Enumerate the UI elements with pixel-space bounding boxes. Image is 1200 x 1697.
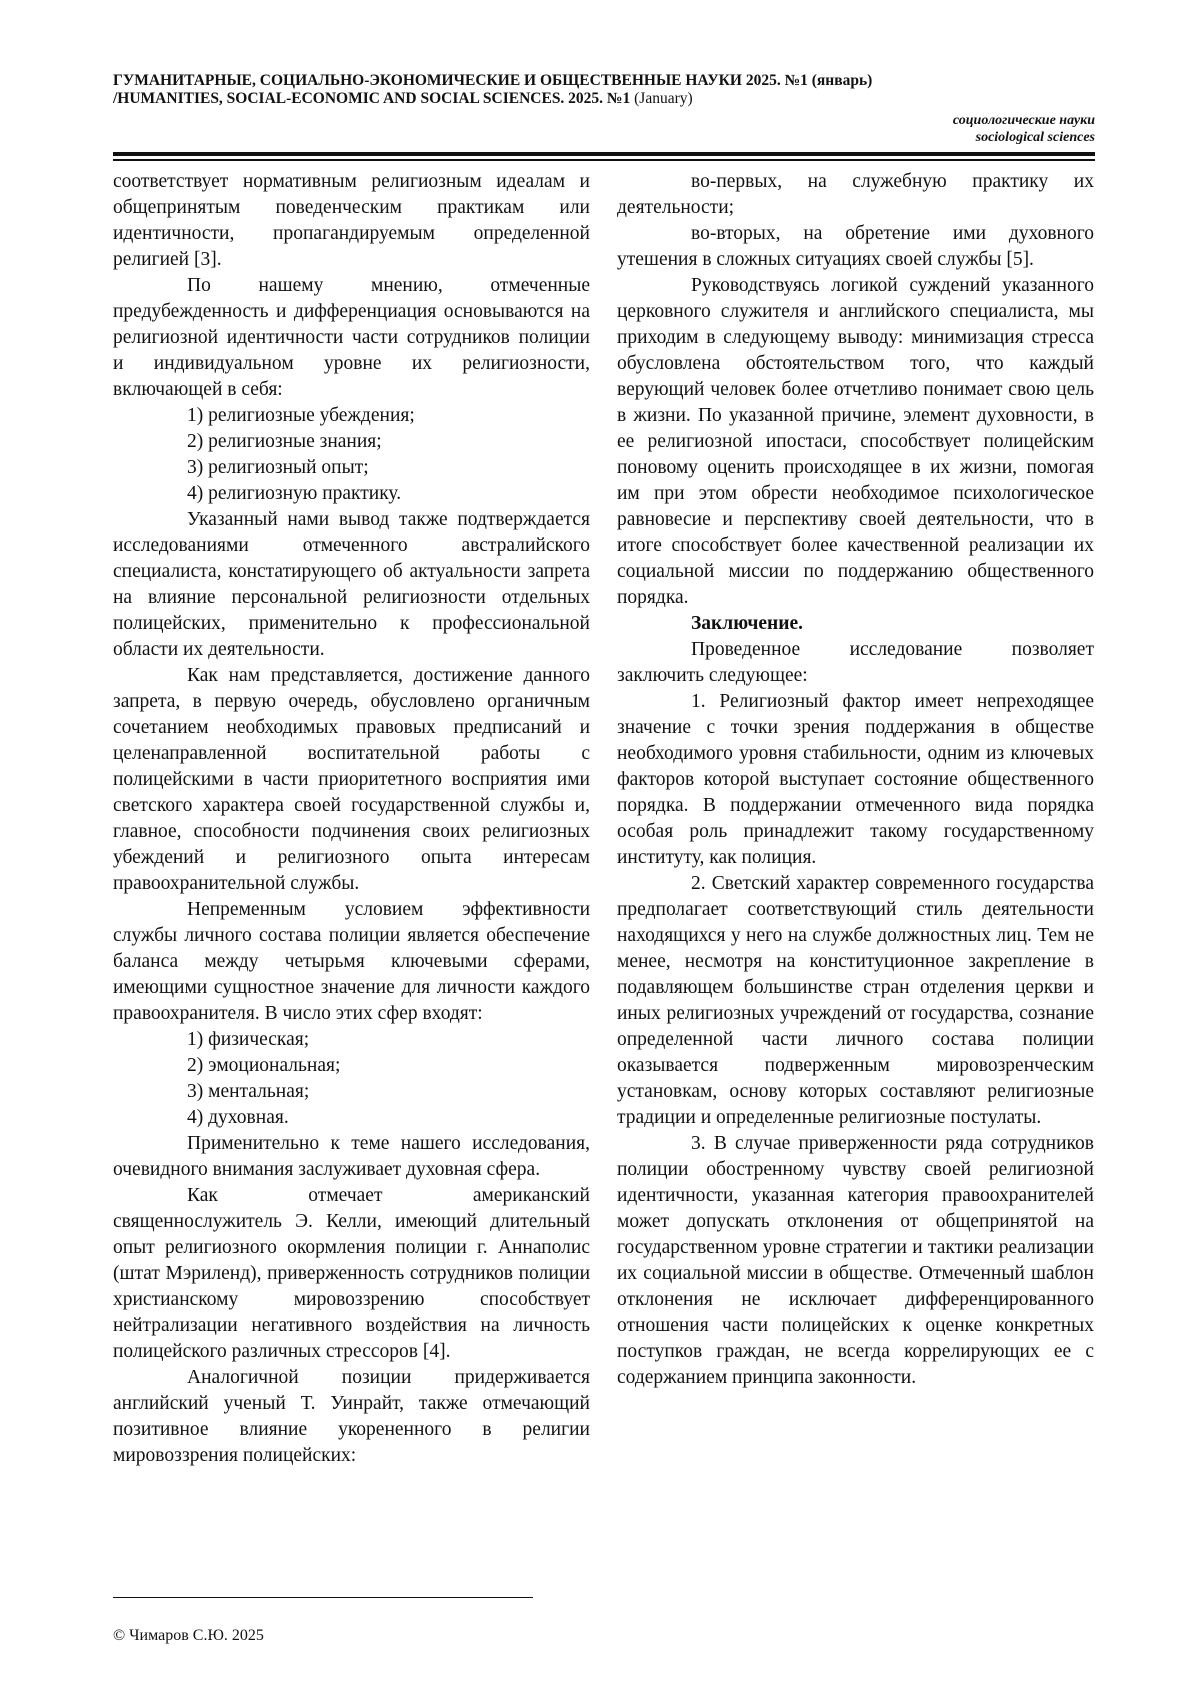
header-rule-thin: [113, 159, 1095, 161]
paragraph: Как нам представляется, достижение данного запрета, в первую очередь, обусловлено органичным сочетанием необходимых правовых предписаний и целенаправленной воспитательной работы с полицейскими в части приоритетного восприятия ими светского характера своей государственной службы и, главное, способности подчинения своих религиозных убеждений и религиозного опыта интересам правоохранительной службы.: [113, 665, 590, 894]
paragraph: Руководствуясь логикой суждений указанного церковного служителя и английского специалиста, мы приходим в следующему выводу: минимизация стресса обусловлена обстоятельством того, что каждый верующий человек более отчетливо понимает свою цель в жизни. По указанной причине, элемент духовности, в ее религиозной ипостаси, способствует полицейским поновому оценить происходящее в их жизни, помогая им при этом обрести необходимое психологическое равновесие и перспективу своей деятельности, что в итоге способствует более качественной реализации их социальной миссии по поддержанию общественного порядка.: [617, 275, 1094, 608]
paragraph: Применительно к теме нашего исследования, очевидного внимания заслуживает духовная сфера.: [113, 1133, 590, 1180]
paragraph: Указанный нами вывод также подтверждается исследованиями отмеченного австралийского специалиста, констатирующего об актуальности запрета на влияние персональной религиозности отдельных полицейских, применительно к профессиональной области их деятельности.: [113, 509, 590, 660]
list-item: 1) религиозные убеждения;: [187, 405, 415, 426]
paragraph: Непременным условием эффективности службы личного состава полиции является обеспечение баланса между четырьмя ключевыми сферами, имеющими сущностное значение для личности каждого правоохранителя. В число этих сфер входят:: [113, 899, 590, 1024]
left-column: [113, 169, 590, 1469]
paragraph: Проведенное исследование позволяет заключить следующее:: [617, 639, 1094, 686]
paragraph: Как отмечает американский священнослужитель Э. Келли, имеющий длительный опыт религиозного окормления полиции г. Аннаполис (штат Мэриленд), приверженность сотрудников полиции христианскому мировоззрению способствует нейтрализации негативного воздействия на личность полицейского различных стрессоров [4].: [113, 1185, 590, 1362]
section-label: [953, 112, 1095, 146]
journal-header: [113, 72, 1093, 108]
conclusion-point: 3. В случае приверженности ряда сотрудников полиции обостренному чувству своей религиозной идентичности, указанная категория правоохранителей может допускать отклонения от общепринятой на государственном уровне стратегии и тактики реализации их социальной миссии в обществе. Отмеченный шаблон отклонения не исключает дифференцированного отношения части полицейских к оценке конкретных поступков граждан, не всегда коррелирующих ее с содержанием принципа законности.: [617, 1133, 1094, 1388]
conclusion-heading: Заключение.: [691, 613, 804, 634]
list-item: 2) эмоциональная;: [187, 1055, 341, 1076]
paragraph: соответствует нормативным религиозным идеалам и общепринятым поведенческим практикам или идентичности, пропагандируемым определенной религией [3].: [113, 171, 590, 270]
paragraph: во-первых, на служебную практику их деятельности;: [617, 171, 1094, 218]
list-item: 4) духовная.: [187, 1107, 289, 1128]
conclusion-point: 2. Светский характер современного государства предполагает соответствующий стиль деятельности находящихся у него на службе должностных лиц. Тем не менее, несмотря на конституционное закрепление в подавляющем большинстве стран отделения церкви и иных религиозных учреждений от государства, сознание определенной части личного состава полиции оказывается подверженным мировозренческим установкам, основу которых составляют религиозные традиции и определенные религиозные постулаты.: [617, 873, 1094, 1128]
paragraph: во-вторых, на обретение ими духовного утешения в сложных ситуациях своей службы [5].: [617, 223, 1094, 270]
journal-title-en: [113, 90, 1093, 108]
paragraph: Аналогичной позиции придерживается английский ученый Т. Уинрайт, также отмечающий позитивное влияние укорененного в религии мировоззрения полицейских:: [113, 1367, 590, 1466]
section-label-ru: социологические науки: [952, 113, 1095, 128]
paragraph: По нашему мнению, отмеченные предубежденность и дифференциация основываются на религиозной идентичности части сотрудников полиции и индивидуальном уровне их религиозности, включающей в себя:: [113, 275, 590, 400]
journal-title-en-month: (January): [630, 90, 693, 107]
list-item: 4) религиозную практику.: [187, 483, 402, 504]
section-label-en: sociological sciences: [975, 130, 1095, 145]
list-item: 2) религиозные знания;: [187, 431, 382, 452]
copyright-note: © Чимаров С.Ю. 2025: [113, 1627, 264, 1644]
list-item: 3) религиозный опыт;: [187, 457, 369, 478]
footnote-rule: [113, 1597, 533, 1598]
journal-title-ru: ГУМАНИТАРНЫЕ, СОЦИАЛЬНО-ЭКОНОМИЧЕСКИЕ И ОБЩЕСТВЕННЫЕ НАУКИ 2025. №1 (январь): [113, 72, 873, 89]
conclusion-point: 1. Религиозный фактор имеет непреходящее значение с точки зрения поддержания в обществе необходимого уровня стабильности, одним из ключевых факторов которой выступает состояние общественного порядка. В поддержании отмеченного вида порядка особая роль принадлежит такому государственному институту, как полиция.: [617, 691, 1094, 868]
header-rule-thick: [113, 152, 1095, 156]
list-item: 1) физическая;: [187, 1029, 310, 1050]
journal-title-en-main: /HUMANITIES, SOCIAL-ECONOMIC AND SOCIAL SCIENCES. 2025. №1: [113, 90, 631, 107]
right-column: [617, 169, 1094, 1391]
list-item: 3) ментальная;: [187, 1081, 310, 1102]
